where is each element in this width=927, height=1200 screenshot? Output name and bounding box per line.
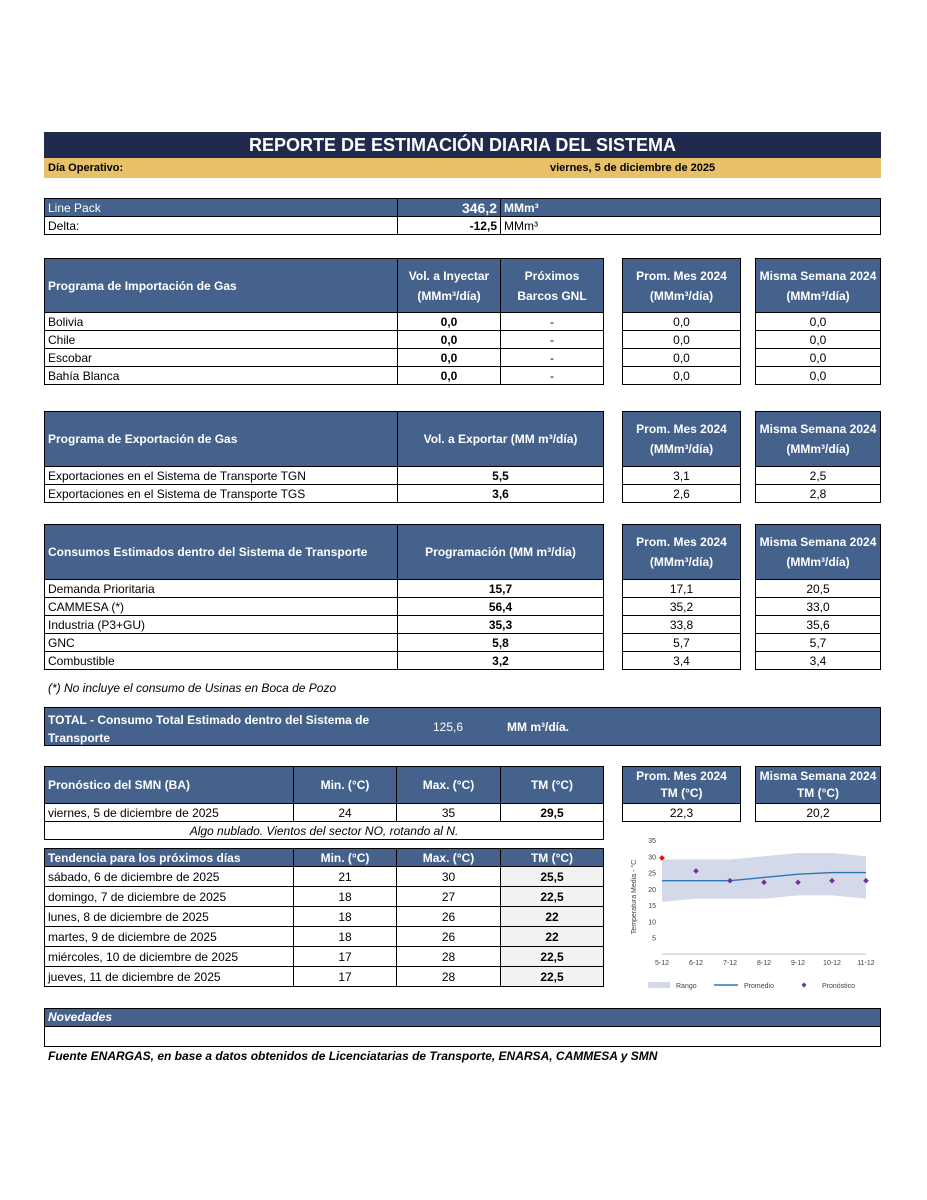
row-vol: 0,0 bbox=[398, 313, 501, 331]
row-tm: 22,5 bbox=[501, 947, 604, 967]
fuente-text: Fuente ENARGAS, en base a datos obtenidos de Licenciatarias de Transporte, ENARSA, CAMMESA y SMN bbox=[48, 1049, 658, 1063]
exportacion-vol-header: Vol. a Exportar (MM m³/día) bbox=[398, 412, 604, 467]
importacion-header: Programa de Importación de Gas bbox=[45, 259, 398, 313]
x-tick-label: 11-12 bbox=[857, 960, 875, 967]
x-tick-label: 7-12 bbox=[722, 960, 738, 967]
smn-max-header: Max. (°C) bbox=[397, 767, 501, 804]
row-min: 17 bbox=[294, 967, 397, 987]
table-row bbox=[45, 907, 604, 927]
y-axis-label: Temperatura Media - °C bbox=[631, 859, 638, 935]
smn-prom-table bbox=[622, 766, 741, 822]
table-row bbox=[45, 967, 604, 987]
table-row bbox=[45, 580, 604, 598]
row-name: CAMMESA (*) bbox=[45, 598, 398, 616]
row-name: Exportaciones en el Sistema de Transporte TGN bbox=[45, 467, 398, 485]
prom-value: 3,1 bbox=[623, 467, 741, 485]
row-barcos: - bbox=[501, 349, 604, 367]
prom-mes-header: Prom. Mes 2024 (MMm³/día) bbox=[623, 412, 741, 467]
row-vol: 0,0 bbox=[398, 367, 501, 385]
smn-today-date: viernes, 5 de diciembre de 2025 bbox=[45, 804, 294, 822]
sem-value: 20,5 bbox=[756, 580, 881, 598]
row-tm: 22 bbox=[501, 927, 604, 947]
table-row bbox=[45, 331, 604, 349]
row-name: Bolivia bbox=[45, 313, 398, 331]
linepack-table bbox=[44, 198, 881, 235]
delta-unit: MMm³ bbox=[501, 217, 881, 235]
sem-value: 35,6 bbox=[756, 616, 881, 634]
prom-value: 0,0 bbox=[623, 349, 741, 367]
delta-value: -12,5 bbox=[398, 217, 501, 235]
linepack-label: Line Pack bbox=[45, 199, 398, 217]
row-date: lunes, 8 de diciembre de 2025 bbox=[45, 907, 294, 927]
dia-operativo-value: viernes, 5 de diciembre de 2025 bbox=[550, 162, 716, 174]
x-tick-label: 9-12 bbox=[790, 960, 806, 967]
table-row bbox=[45, 349, 604, 367]
row-date: domingo, 7 de diciembre de 2025 bbox=[45, 887, 294, 907]
row-max: 26 bbox=[397, 907, 501, 927]
tendencia-max-header: Max. (°C) bbox=[397, 849, 501, 867]
sem-value: 0,0 bbox=[756, 349, 881, 367]
smn-header: Pronóstico del SMN (BA) bbox=[45, 767, 294, 804]
consumos-header: Consumos Estimados dentro del Sistema de Transporte bbox=[45, 525, 398, 580]
tendencia-tm-header: TM (°C) bbox=[501, 849, 604, 867]
exportacion-header: Programa de Exportación de Gas bbox=[45, 412, 398, 467]
smn-today-tm: 29,5 bbox=[501, 804, 604, 822]
y-tick-label: 5 bbox=[652, 935, 656, 943]
table-row bbox=[45, 887, 604, 907]
importacion-sem-table bbox=[755, 258, 881, 385]
importacion-barcos-header: Próximos Barcos GNL bbox=[501, 259, 604, 313]
smn-sem-table bbox=[755, 766, 881, 822]
y-tick-label: 15 bbox=[648, 903, 656, 911]
row-vol: 5,8 bbox=[398, 634, 604, 652]
exportacion-table bbox=[44, 411, 604, 503]
row-min: 18 bbox=[294, 907, 397, 927]
prom-mes-header: Prom. Mes 2024 (MMm³/día) bbox=[623, 525, 741, 580]
prom-value: 2,6 bbox=[623, 485, 741, 503]
row-max: 30 bbox=[397, 867, 501, 887]
sem-value: 3,4 bbox=[756, 652, 881, 670]
row-name: Combustible bbox=[45, 652, 398, 670]
legend-promedio-label: Promedio bbox=[744, 983, 774, 990]
temperature-chart bbox=[622, 830, 880, 998]
prom-mes-header: Prom. Mes 2024 (MMm³/día) bbox=[623, 259, 741, 313]
importacion-prom-table bbox=[622, 258, 741, 385]
row-max: 28 bbox=[397, 947, 501, 967]
row-name: Exportaciones en el Sistema de Transporte TGS bbox=[45, 485, 398, 503]
row-vol: 35,3 bbox=[398, 616, 604, 634]
consumos-note: (*) No incluye el consumo de Usinas en Boca de Pozo bbox=[48, 681, 337, 695]
total-bar bbox=[44, 707, 881, 746]
dia-operativo-bar bbox=[44, 158, 881, 178]
consumos-vol-header: Programación (MM m³/día) bbox=[398, 525, 604, 580]
row-max: 27 bbox=[397, 887, 501, 907]
prom-value: 0,0 bbox=[623, 313, 741, 331]
table-row bbox=[45, 313, 604, 331]
table-row bbox=[45, 927, 604, 947]
y-tick-label: 35 bbox=[648, 838, 656, 845]
prom-tm-header: Prom. Mes 2024 TM (°C) bbox=[623, 767, 741, 804]
x-tick-label: 6-12 bbox=[688, 960, 704, 967]
row-barcos: - bbox=[501, 367, 604, 385]
legend-pronostico-swatch bbox=[802, 983, 807, 988]
tendencia-table bbox=[44, 848, 604, 987]
row-tm: 22,5 bbox=[501, 967, 604, 987]
row-date: sábado, 6 de diciembre de 2025 bbox=[45, 867, 294, 887]
row-tm: 22,5 bbox=[501, 887, 604, 907]
row-name: Demanda Prioritaria bbox=[45, 580, 398, 598]
x-tick-label: 10-12 bbox=[823, 960, 841, 967]
table-row bbox=[45, 947, 604, 967]
prom-value: 33,8 bbox=[623, 616, 741, 634]
row-name: Bahía Blanca bbox=[45, 367, 398, 385]
table-row bbox=[45, 598, 604, 616]
row-date: jueves, 11 de diciembre de 2025 bbox=[45, 967, 294, 987]
row-vol: 3,2 bbox=[398, 652, 604, 670]
misma-sem-header: Misma Semana 2024 (MMm³/día) bbox=[756, 412, 881, 467]
consumos-table bbox=[44, 524, 604, 670]
row-vol: 3,6 bbox=[398, 485, 604, 503]
row-name: Chile bbox=[45, 331, 398, 349]
row-tm: 22 bbox=[501, 907, 604, 927]
row-max: 26 bbox=[397, 927, 501, 947]
row-min: 21 bbox=[294, 867, 397, 887]
prom-value: 0,0 bbox=[623, 367, 741, 385]
report-title: REPORTE DE ESTIMACIÓN DIARIA DEL SISTEMA bbox=[44, 132, 881, 158]
consumos-sem-table bbox=[755, 524, 881, 670]
row-name: Industria (P3+GU) bbox=[45, 616, 398, 634]
row-min: 18 bbox=[294, 927, 397, 947]
row-vol: 5,5 bbox=[398, 467, 604, 485]
novedades-body bbox=[44, 1027, 881, 1047]
novedades-header: Novedades bbox=[44, 1008, 881, 1027]
smn-description: Algo nublado. Vientos del sector NO, rotando al N. bbox=[45, 822, 604, 840]
sem-value: 2,8 bbox=[756, 485, 881, 503]
row-max: 28 bbox=[397, 967, 501, 987]
row-vol: 56,4 bbox=[398, 598, 604, 616]
total-unit: MM m³/día. bbox=[507, 720, 569, 734]
prom-value: 17,1 bbox=[623, 580, 741, 598]
table-row bbox=[45, 467, 604, 485]
row-date: martes, 9 de diciembre de 2025 bbox=[45, 927, 294, 947]
tendencia-header: Tendencia para los próximos días bbox=[45, 849, 294, 867]
tendencia-min-header: Min. (°C) bbox=[294, 849, 397, 867]
row-name: GNC bbox=[45, 634, 398, 652]
prom-value: 3,4 bbox=[623, 652, 741, 670]
smn-today-max: 35 bbox=[397, 804, 501, 822]
table-row bbox=[45, 652, 604, 670]
linepack-value: 346,2 bbox=[398, 199, 501, 217]
total-value: 125,6 bbox=[433, 720, 464, 734]
misma-sem-header: Misma Semana 2024 (MMm³/día) bbox=[756, 525, 881, 580]
row-name: Escobar bbox=[45, 349, 398, 367]
smn-today-min: 24 bbox=[294, 804, 397, 822]
total-label: TOTAL - Consumo Total Estimado dentro del Sistema de Transporte bbox=[48, 713, 370, 745]
table-row bbox=[45, 367, 604, 385]
y-tick-label: 30 bbox=[648, 854, 656, 862]
sem-tm-header: Misma Semana 2024 TM (°C) bbox=[756, 767, 881, 804]
legend-pronostico-label: Pronóstico bbox=[822, 983, 856, 990]
sem-value: 2,5 bbox=[756, 467, 881, 485]
row-barcos: - bbox=[501, 313, 604, 331]
row-min: 17 bbox=[294, 947, 397, 967]
misma-sem-header: Misma Semana 2024 (MMm³/día) bbox=[756, 259, 881, 313]
y-tick-label: 10 bbox=[648, 919, 656, 927]
table-row bbox=[45, 867, 604, 887]
linepack-unit: MMm³ bbox=[501, 199, 881, 217]
smn-table bbox=[44, 766, 604, 840]
row-barcos: - bbox=[501, 331, 604, 349]
x-tick-label: 5-12 bbox=[654, 960, 670, 967]
sem-value: 0,0 bbox=[756, 313, 881, 331]
importacion-table bbox=[44, 258, 604, 385]
prom-value: 5,7 bbox=[623, 634, 741, 652]
table-row bbox=[45, 485, 604, 503]
importacion-vol-header: Vol. a Inyectar (MMm³/día) bbox=[398, 259, 501, 313]
y-tick-label: 20 bbox=[648, 886, 656, 894]
legend-rango-label: Rango bbox=[676, 983, 697, 990]
table-row bbox=[45, 616, 604, 634]
smn-min-header: Min. (°C) bbox=[294, 767, 397, 804]
row-tm: 25,5 bbox=[501, 867, 604, 887]
consumos-prom-table bbox=[622, 524, 741, 670]
legend-rango-swatch bbox=[648, 982, 670, 988]
x-tick-label: 8-12 bbox=[756, 960, 772, 967]
row-vol: 0,0 bbox=[398, 331, 501, 349]
smn-sem-value: 20,2 bbox=[756, 804, 881, 822]
row-min: 18 bbox=[294, 887, 397, 907]
smn-tm-header: TM (°C) bbox=[501, 767, 604, 804]
exportacion-sem-table bbox=[755, 411, 881, 503]
dia-operativo-label: Día Operativo: bbox=[48, 162, 124, 174]
row-vol: 15,7 bbox=[398, 580, 604, 598]
prom-value: 35,2 bbox=[623, 598, 741, 616]
row-date: miércoles, 10 de diciembre de 2025 bbox=[45, 947, 294, 967]
sem-value: 5,7 bbox=[756, 634, 881, 652]
sem-value: 33,0 bbox=[756, 598, 881, 616]
y-tick-label: 25 bbox=[648, 870, 656, 878]
smn-prom-value: 22,3 bbox=[623, 804, 741, 822]
prom-value: 0,0 bbox=[623, 331, 741, 349]
sem-value: 0,0 bbox=[756, 367, 881, 385]
exportacion-prom-table bbox=[622, 411, 741, 503]
table-row bbox=[45, 634, 604, 652]
delta-label: Delta: bbox=[45, 217, 398, 235]
table-row bbox=[45, 804, 604, 822]
row-vol: 0,0 bbox=[398, 349, 501, 367]
sem-value: 0,0 bbox=[756, 331, 881, 349]
